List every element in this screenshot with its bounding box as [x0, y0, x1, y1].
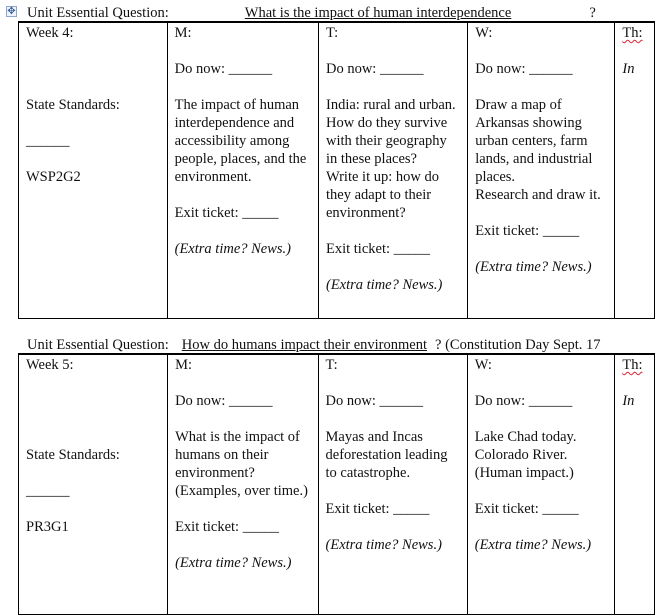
do-now: Do now: ______ — [175, 393, 273, 409]
lesson-content: Draw a map of Arkansas showing urban centers, farm lands, and industrial places. — [475, 97, 593, 185]
day-cell-thursday[interactable] — [615, 354, 655, 614]
lesson-content: Lake Chad today. Colorado River. (Human impact.) — [474, 429, 577, 481]
exit-ticket: Exit ticket: _____ — [325, 241, 430, 257]
exit-ticket: Exit ticket: _____ — [175, 519, 279, 535]
unit-essential-question-week4 — [27, 4, 596, 22]
do-now: Do now: ______ — [174, 61, 273, 77]
partial-text: In — [622, 61, 635, 77]
day-label: W: — [474, 357, 492, 373]
do-now: Do now: ______ — [475, 61, 573, 77]
ueq-text: What is the impact of human interdependence — [244, 5, 512, 21]
lesson-content: The impact of human interdependence and accessibility among people, places, and the environment. — [174, 97, 307, 185]
exit-ticket: Exit ticket: _____ — [474, 501, 579, 517]
exit-ticket: Exit ticket: _____ — [174, 205, 279, 221]
extra-time-note: (Extra time? News.) — [325, 277, 443, 293]
week-cell[interactable] — [19, 354, 168, 614]
do-now: Do now: ______ — [325, 61, 424, 77]
day-cell-thursday[interactable] — [615, 22, 655, 318]
lesson-plan-table-week5 — [18, 353, 655, 615]
day-cell-monday[interactable] — [167, 22, 318, 318]
lesson-content: Mayas and Incas deforestation leading to catastrophe. — [325, 429, 448, 481]
do-now: Do now: ______ — [325, 393, 423, 409]
day-label: Th: — [622, 25, 643, 41]
day-cell-wednesday[interactable] — [467, 354, 615, 614]
state-standards-label: State Standards: — [26, 447, 120, 463]
standard-code: WSP2G2 — [26, 169, 81, 185]
day-cell-tuesday[interactable] — [318, 22, 467, 318]
do-now: Do now: ______ — [474, 393, 573, 409]
standards-blank: ______ — [26, 133, 70, 149]
ueq-label: Unit Essential Question: — [27, 5, 169, 21]
exit-ticket: Exit ticket: _____ — [325, 501, 430, 517]
week-label: Week 4: — [26, 25, 74, 41]
day-label: W: — [475, 25, 493, 41]
day-label: T: — [325, 357, 338, 373]
extra-time-note: (Extra time? News.) — [175, 555, 292, 571]
lesson-content-2: Write it up: how do they adapt to their environment? — [325, 169, 439, 221]
extra-time-note: (Extra time? News.) — [325, 537, 442, 553]
partial-text: In — [622, 393, 635, 409]
ueq-suffix: ? (Constitution Day Sept. 17 — [435, 337, 601, 353]
day-cell-tuesday[interactable] — [318, 354, 467, 614]
day-label: Th: — [622, 357, 643, 373]
day-cell-wednesday[interactable] — [468, 22, 615, 318]
lesson-content: India: rural and urban. How do they survive with their geography in these places? — [325, 97, 456, 167]
ueq-suffix: ? — [589, 5, 596, 21]
unit-essential-question-week5 — [27, 336, 601, 354]
lesson-content: What is the impact of humans on their environment? (Examples, over time.) — [175, 429, 308, 499]
lesson-plan-table-week4 — [18, 21, 655, 319]
lesson-content-2: Research and draw it. — [475, 187, 601, 203]
table-move-handle-icon[interactable]: ✥ — [7, 6, 16, 17]
extra-time-note: (Extra time? News.) — [475, 259, 592, 275]
day-label: T: — [325, 25, 339, 41]
ueq-text: How do humans impact their environment — [181, 337, 428, 353]
week-label: Week 5: — [26, 357, 74, 373]
state-standards-label: State Standards: — [26, 97, 120, 113]
ueq-label: Unit Essential Question: — [27, 337, 169, 353]
standards-blank: ______ — [26, 483, 70, 499]
day-label: M: — [175, 357, 192, 373]
week-cell[interactable] — [19, 22, 168, 318]
extra-time-note: (Extra time? News.) — [174, 241, 292, 257]
standard-code: PR3G1 — [26, 519, 69, 535]
day-label: M: — [174, 25, 192, 41]
day-cell-monday[interactable] — [168, 354, 318, 614]
exit-ticket: Exit ticket: _____ — [475, 223, 580, 239]
extra-time-note: (Extra time? News.) — [474, 537, 592, 553]
